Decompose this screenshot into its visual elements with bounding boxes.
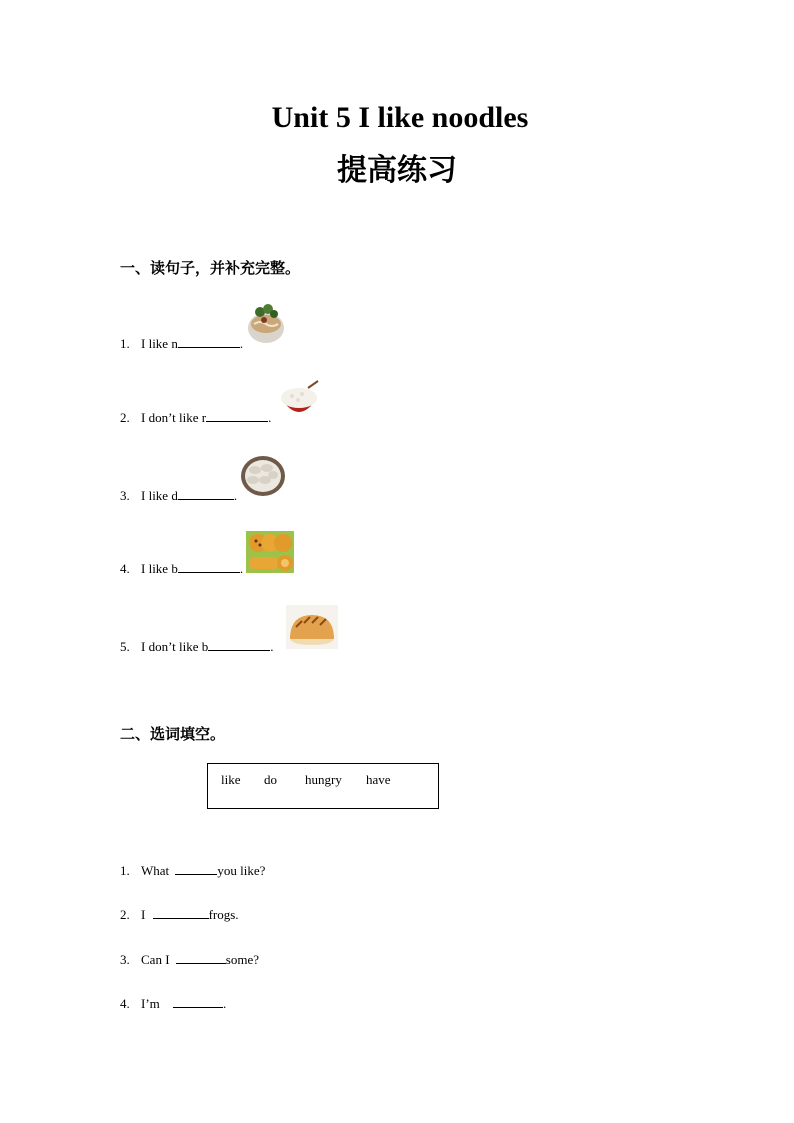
list-item: 2. I don’t like r .: [120, 410, 272, 425]
answer-blank[interactable]: [175, 861, 217, 875]
list-item: 2. I frogs.: [120, 907, 239, 922]
answer-blank[interactable]: [153, 905, 209, 919]
section2-heading: 二、选词填空。: [120, 725, 226, 743]
list-item: 1. What you like?: [120, 863, 266, 878]
noodles-bowl-icon: [246, 302, 286, 344]
list-item: 1. I like n .: [120, 336, 244, 351]
word-bank: [207, 763, 439, 809]
list-item: 3. I like d .: [120, 488, 238, 503]
list-item: 4. I like b .: [120, 561, 244, 576]
answer-blank[interactable]: [206, 408, 268, 422]
page-subtitle: 提高练习: [337, 153, 457, 188]
list-item: 4. I’m .: [120, 996, 227, 1011]
answer-blank[interactable]: [173, 994, 223, 1008]
section1-heading: 一、读句子，并补充完整。: [120, 259, 301, 277]
answer-blank[interactable]: [178, 486, 234, 500]
answer-blank[interactable]: [176, 950, 226, 964]
rice-bowl-icon: [278, 380, 320, 422]
list-item: 5. I don’t like b .: [120, 639, 274, 654]
list-item: 3. Can I some?: [120, 952, 259, 967]
word-bank-item: hungry: [305, 772, 342, 787]
page-title: Unit 5 I like noodles: [271, 101, 529, 134]
bread-icon: [286, 605, 338, 649]
answer-blank[interactable]: [178, 334, 240, 348]
answer-blank[interactable]: [208, 637, 270, 651]
word-bank-item: have: [366, 772, 391, 787]
biscuits-icon: [246, 531, 294, 573]
word-bank-item: like: [221, 772, 241, 787]
word-bank-item: do: [264, 772, 277, 787]
dumplings-plate-icon: [240, 455, 286, 497]
answer-blank[interactable]: [178, 559, 240, 573]
